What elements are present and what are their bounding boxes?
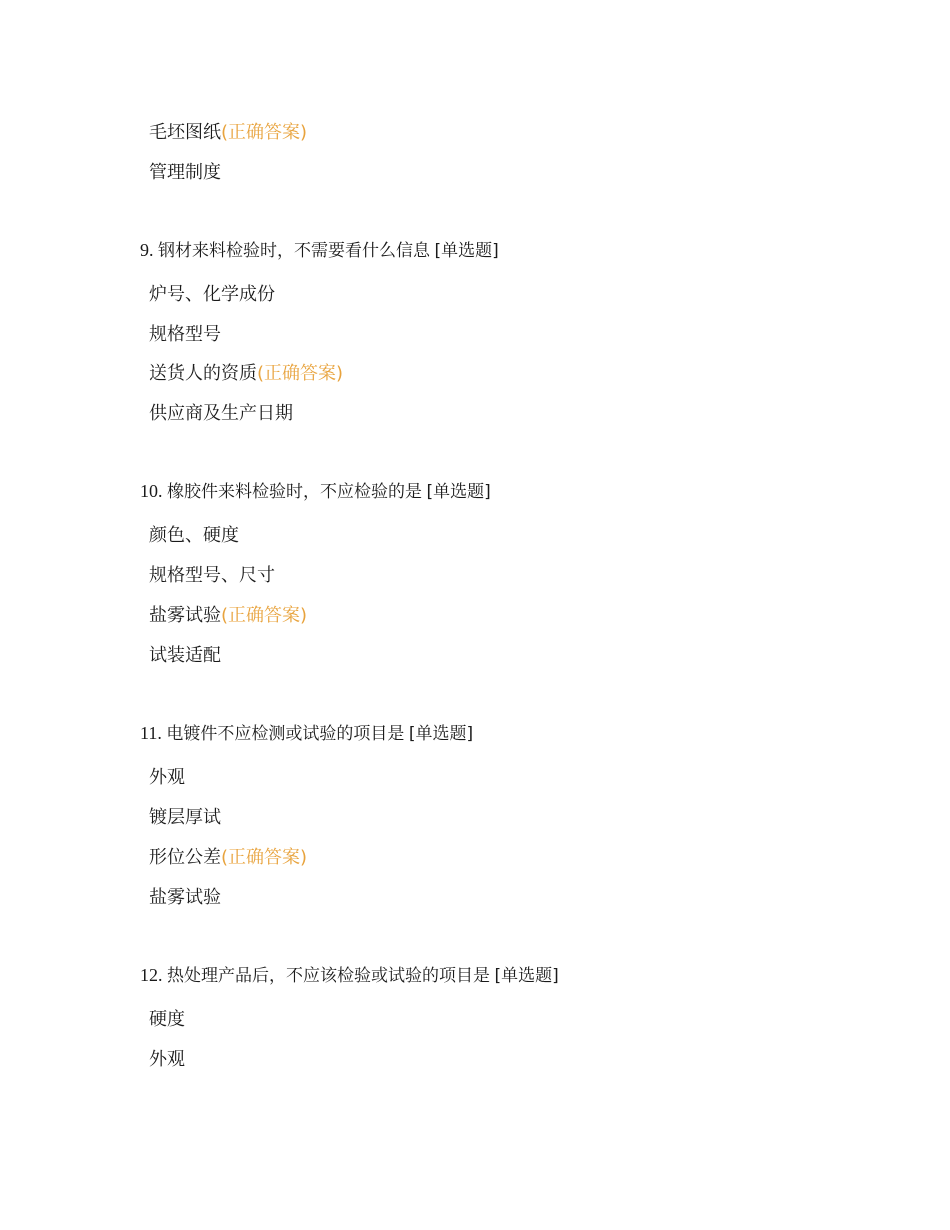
option-text: 外观 <box>149 767 185 788</box>
option-text: 盐雾试验 <box>149 605 221 626</box>
correct-answer-marker: (正确答案) <box>221 605 308 626</box>
option-text: 试装适配 <box>149 645 221 666</box>
option-text: 镀层厚试 <box>149 807 221 828</box>
correct-answer-marker: (正确答案) <box>221 122 308 143</box>
option-item <box>149 565 275 587</box>
option-text: 规格型号 <box>149 324 221 345</box>
option-item <box>149 525 239 547</box>
option-item <box>149 1049 185 1071</box>
question-type: [单选题] <box>434 241 499 261</box>
option-text: 供应商及生产日期 <box>149 403 293 424</box>
question-number: 11. <box>140 723 162 743</box>
option-text: 管理制度 <box>149 162 221 183</box>
option-text: 颜色、硬度 <box>149 525 239 546</box>
question-type: [单选题] <box>494 966 559 986</box>
option-item <box>149 284 275 306</box>
option-text: 规格型号、尺寸 <box>149 565 275 586</box>
option-text: 毛坯图纸 <box>149 122 221 143</box>
option-text: 送货人的资质 <box>149 363 257 384</box>
question-title <box>140 480 491 503</box>
option-item <box>149 324 221 346</box>
question-number: 12. <box>140 965 163 985</box>
correct-answer-marker: (正确答案) <box>257 363 344 384</box>
question-text: 电镀件不应检测或试验的项目是 <box>166 724 405 744</box>
option-text: 炉号、化学成份 <box>149 284 275 305</box>
option-item <box>149 887 221 909</box>
option-item <box>149 645 221 667</box>
option-text: 盐雾试验 <box>149 887 221 908</box>
option-item <box>149 122 307 144</box>
option-item <box>149 162 221 184</box>
option-item <box>149 767 185 789</box>
option-item <box>149 1009 185 1031</box>
question-title <box>140 239 499 262</box>
option-text: 硬度 <box>149 1009 185 1030</box>
question-text: 热处理产品后，不应该检验或试验的项目是 <box>167 966 490 986</box>
option-text: 外观 <box>149 1049 185 1070</box>
option-item <box>149 807 221 829</box>
question-text: 橡胶件来料检验时，不应检验的是 <box>167 482 422 502</box>
question-title <box>140 722 473 745</box>
question-text: 钢材来料检验时，不需要看什么信息 <box>158 241 430 261</box>
correct-answer-marker: (正确答案) <box>221 847 308 868</box>
option-item <box>149 403 293 425</box>
question-title <box>140 964 559 987</box>
option-text: 形位公差 <box>149 847 221 868</box>
option-item <box>149 363 343 385</box>
option-item <box>149 847 307 869</box>
question-type: [单选题] <box>426 482 491 502</box>
question-number: 10. <box>140 481 163 501</box>
question-number: 9. <box>140 240 154 260</box>
option-item <box>149 605 307 627</box>
question-type: [单选题] <box>408 724 474 744</box>
